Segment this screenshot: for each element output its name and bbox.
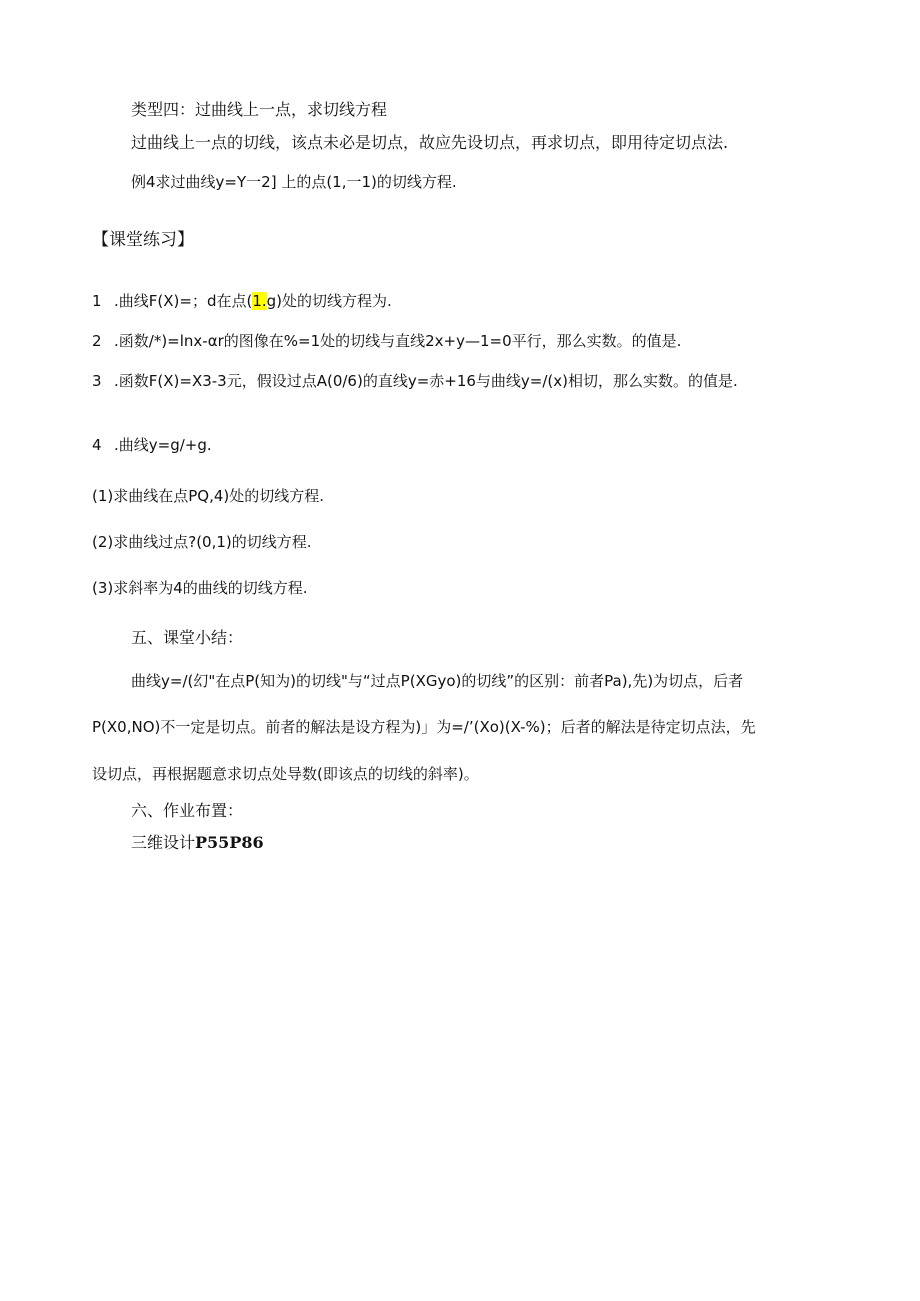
summary-line-2: P(X0,NO)不一定是切点。前者的解法是设方程为)」为=/’(Xo)(X-%)；后者的解法是待定切点法，先 <box>92 718 756 736</box>
homework-pages: P55P86 <box>195 833 264 852</box>
question-4-text: .曲线y=g∕+g. <box>114 436 212 454</box>
question-1-number: 1 <box>92 292 102 310</box>
example-4: 例4求过曲线y=Y一2] 上的点(1,一1)的切线方程. <box>131 173 457 191</box>
question-1 <box>92 290 392 312</box>
question-1-highlight: 1. <box>252 292 267 310</box>
summary-line-3: 设切点，再根据题意求切点处导数(即该点的切线的斜率)。 <box>92 765 479 783</box>
question-4-part-3: (3)求斜率为4的曲线的切线方程. <box>92 579 308 597</box>
question-3 <box>92 370 738 392</box>
summary-heading: 五、课堂小结： <box>131 628 244 647</box>
question-2 <box>92 330 681 352</box>
question-2-number: 2 <box>92 332 102 350</box>
homework-heading: 六、作业布置： <box>131 801 244 820</box>
question-4-part-1: (1)求曲线在点PQ,4)处的切线方程. <box>92 487 325 505</box>
question-1-text-start: .曲线F(X)=；d在点( <box>114 292 253 310</box>
practice-heading: 【课堂练习】 <box>92 230 194 250</box>
section4-heading: 类型四：过曲线上一点，求切线方程 <box>131 100 388 119</box>
section4-description: 过曲线上一点的切线，该点未必是切点，故应先设切点，再求切点，即用待定切点法. <box>131 133 729 152</box>
summary-line-1: 曲线y=/(幻"在点P(知为)的切线"与“过点P(XGyo)的切线”的区别：前者Pa),先)为切点，后者 <box>131 672 744 690</box>
question-1-text-end: g)处的切线方程为. <box>266 292 392 310</box>
question-3-text: .函数F(X)=X3-3元，假设过点A(0/6)的直线y=赤+16与曲线y=/(x)相切，那么实数。的值是. <box>114 372 738 390</box>
question-4-number: 4 <box>92 436 102 454</box>
question-4 <box>92 434 212 456</box>
question-2-text: .函数/*)=lnx-αr的图像在%=1处的切线与直线2x+y—1=0平行，那么实数。的值是. <box>114 332 682 350</box>
homework-text <box>131 832 264 854</box>
question-3-number: 3 <box>92 372 102 390</box>
homework-text-prefix: 三维设计 <box>131 833 196 852</box>
question-4-part-2: (2)求曲线过点?(0,1)的切线方程. <box>92 533 312 551</box>
